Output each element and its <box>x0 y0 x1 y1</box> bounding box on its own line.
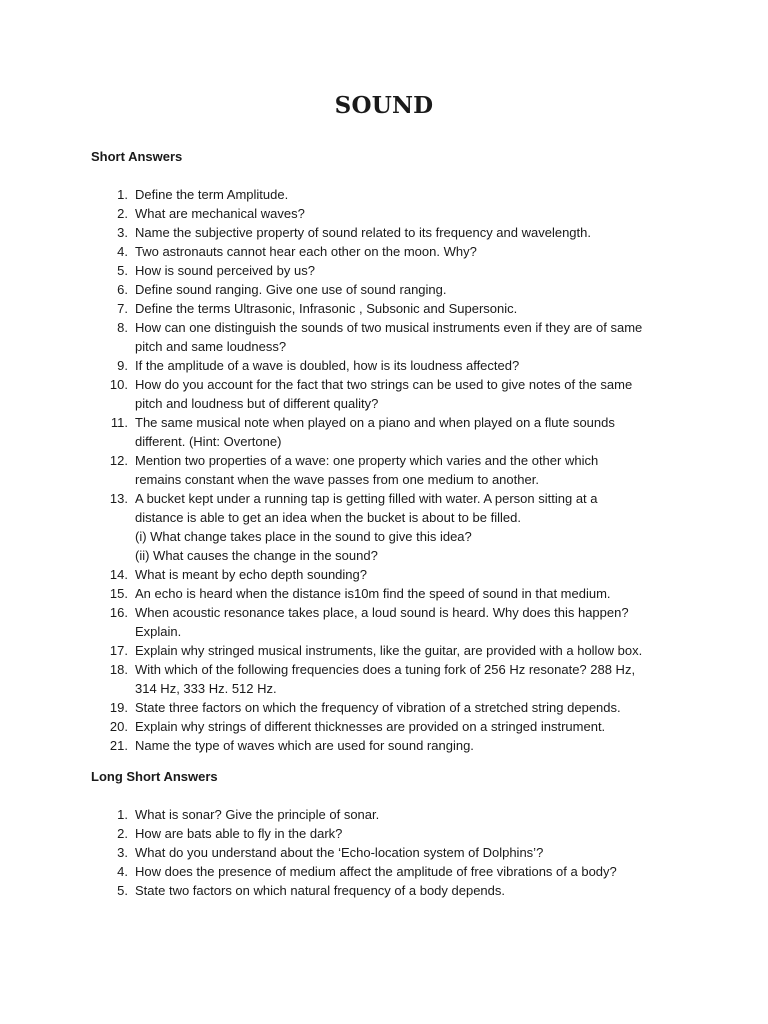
question-number: 2. <box>117 826 128 841</box>
question-number: 7. <box>117 301 128 316</box>
question-text: State two factors on which natural frequency of a body depends. <box>135 883 506 898</box>
question-number: 5. <box>117 263 128 278</box>
question-number: 3. <box>117 845 128 860</box>
question-number: 17. <box>109 643 128 658</box>
question-item <box>0 451 700 489</box>
question-number: 1. <box>117 807 128 822</box>
question-text: An echo is heard when the distance is10m find the speed of sound in that medium. <box>135 586 611 601</box>
question-item <box>0 299 700 318</box>
question-number: 9. <box>117 358 128 373</box>
question-number: 14. <box>109 567 128 582</box>
question-item <box>0 223 700 242</box>
question-item <box>0 698 700 717</box>
question-text: A bucket kept under a running tap is getting filled with water. A person sitting at a distance is able to get an idea when the bucket is about to be filled. (i) What change takes place in the sound to give this idea? (ii) What causes the change in the sound? <box>135 491 598 563</box>
question-item <box>0 261 700 280</box>
question-text: Mention two properties of a wave: one property which varies and the other which remains constant when the wave passes from one medium to another. <box>135 453 599 487</box>
question-number: 11. <box>110 415 128 430</box>
question-item <box>0 805 700 824</box>
question-number: 12. <box>109 453 128 468</box>
question-text: Define the term Amplitude. <box>135 187 289 202</box>
question-number: 13. <box>109 491 128 506</box>
question-text: How are bats able to fly in the dark? <box>135 826 343 841</box>
document-title: SOUND <box>334 92 434 119</box>
question-item <box>0 584 700 603</box>
question-item <box>0 881 700 900</box>
question-item <box>0 824 700 843</box>
question-item <box>0 242 700 261</box>
question-text: The same musical note when played on a piano and when played on a flute sounds different. (Hint: Overtone) <box>135 415 615 449</box>
question-text: With which of the following frequencies does a tuning fork of 256 Hz resonate? 288 Hz, 314 Hz, 333 Hz. 512 Hz. <box>135 662 636 696</box>
question-number: 21. <box>109 738 128 753</box>
question-number: 4. <box>117 244 128 259</box>
question-text: How does the presence of medium affect the amplitude of free vibrations of a body? <box>135 864 617 879</box>
question-text: What is meant by echo depth sounding? <box>135 567 367 582</box>
question-item <box>0 565 700 584</box>
question-item <box>0 280 700 299</box>
question-item <box>0 660 700 698</box>
question-item <box>0 375 700 413</box>
question-number: 20. <box>109 719 128 734</box>
question-number: 3. <box>117 225 128 240</box>
question-number: 19. <box>109 700 128 715</box>
question-text: How can one distinguish the sounds of two musical instruments even if they are of same pitch and same loudness? <box>135 320 643 354</box>
question-text: What do you understand about the ‘Echo-location system of Dolphins’? <box>135 845 544 860</box>
question-text: How is sound perceived by us? <box>135 263 315 278</box>
question-text: If the amplitude of a wave is doubled, how is its loudness affected? <box>135 358 520 373</box>
question-number: 16. <box>109 605 128 620</box>
question-text: Two astronauts cannot hear each other on the moon. Why? <box>135 244 477 259</box>
section-heading-long-short-answers: Long Short Answers <box>91 769 218 784</box>
question-text: How do you account for the fact that two strings can be used to give notes of the same pitch and loudness but of different quality? <box>135 377 633 411</box>
question-number: 4. <box>117 864 128 879</box>
question-text: Define sound ranging. Give one use of sound ranging. <box>135 282 447 297</box>
question-number: 2. <box>117 206 128 221</box>
question-text: What is sonar? Give the principle of sonar. <box>135 807 380 822</box>
question-item <box>0 862 700 881</box>
question-item <box>0 717 700 736</box>
question-item <box>0 603 700 641</box>
question-item <box>0 356 700 375</box>
question-item <box>0 185 700 204</box>
question-text: Explain why stringed musical instruments, like the guitar, are provided with a hollow box. <box>135 643 643 658</box>
question-item <box>0 204 700 223</box>
question-item <box>0 318 700 356</box>
question-number: 6. <box>117 282 128 297</box>
question-text: When acoustic resonance takes place, a loud sound is heard. Why does this happen? Explain. <box>135 605 629 639</box>
question-number: 10. <box>109 377 128 392</box>
question-item <box>0 489 700 565</box>
question-number: 15. <box>109 586 128 601</box>
question-number: 1. <box>117 187 128 202</box>
question-item <box>0 736 700 755</box>
question-text: Name the subjective property of sound related to its frequency and wavelength. <box>135 225 591 240</box>
question-text: Explain why strings of different thicknesses are provided on a stringed instrument. <box>135 719 606 734</box>
long-short-answers-list <box>0 805 700 900</box>
question-text: What are mechanical waves? <box>135 206 305 221</box>
question-item <box>0 413 700 451</box>
question-text: State three factors on which the frequency of vibration of a stretched string depends. <box>135 700 621 715</box>
question-number: 18. <box>109 662 128 677</box>
question-text: Name the type of waves which are used for sound ranging. <box>135 738 474 753</box>
question-number: 8. <box>117 320 128 335</box>
question-item <box>0 641 700 660</box>
question-item <box>0 843 700 862</box>
section-heading-short-answers: Short Answers <box>91 149 183 164</box>
short-answers-list <box>0 185 700 755</box>
question-number: 5. <box>117 883 128 898</box>
question-text: Define the terms Ultrasonic, Infrasonic , Subsonic and Supersonic. <box>135 301 518 316</box>
